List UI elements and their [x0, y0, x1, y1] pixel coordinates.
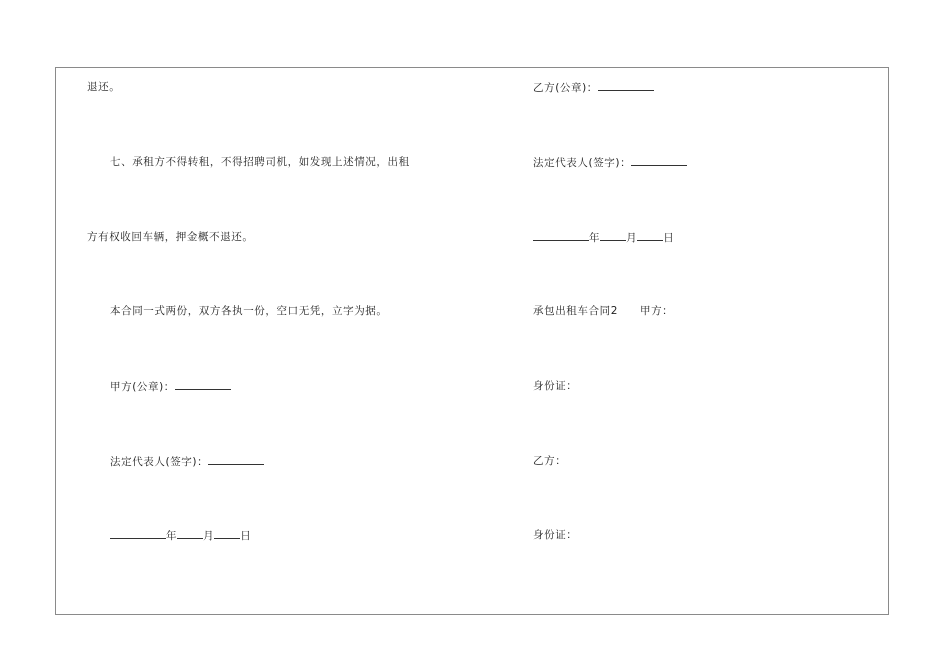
- id-card-line-2: [533, 528, 577, 542]
- right-year-label: 年: [589, 232, 601, 244]
- right-date-line: [533, 230, 674, 245]
- party-b-seal-blank[interactable]: [598, 80, 654, 91]
- party-a-label: 甲方：: [639, 305, 674, 317]
- clause-text-line: [87, 80, 120, 94]
- contract-title: 承包出租车合同2: [533, 305, 618, 317]
- clause-text: 退还。: [87, 81, 121, 93]
- id-card-line-1: [533, 379, 577, 393]
- clause-seven-text: 七、承租方不得转租，不得招聘司机，如发现上述情况，出租: [110, 156, 410, 168]
- id-card-label-1: 身份证：: [533, 380, 578, 392]
- id-card-label-2: 身份证：: [533, 529, 578, 541]
- copies-statement-text: 本合同一式两份，双方各执一份，空口无凭，立字为据。: [110, 305, 388, 317]
- party-a-seal-blank[interactable]: [175, 379, 231, 390]
- right-day-label: 日: [663, 232, 675, 244]
- clause-seven-continued-text: 方有权收回车辆，押金概不退还。: [87, 231, 254, 243]
- clause-seven-continued: [87, 230, 254, 244]
- left-day-blank[interactable]: [214, 528, 240, 539]
- left-year-label: 年: [166, 530, 178, 542]
- left-month-blank[interactable]: [177, 528, 203, 539]
- party-a-seal-label: 甲方(公章)：: [110, 381, 175, 393]
- left-date-line: [110, 528, 251, 543]
- right-day-blank[interactable]: [637, 230, 663, 241]
- right-month-label: 月: [626, 232, 638, 244]
- copies-statement: [110, 304, 388, 318]
- right-year-blank[interactable]: [533, 230, 589, 241]
- contract-title-line: [533, 304, 673, 318]
- right-legal-rep-label: 法定代表人(签字)：: [533, 157, 632, 169]
- clause-seven-line: [110, 155, 410, 169]
- party-b-line: [533, 454, 566, 468]
- left-legal-rep-line: [110, 454, 264, 469]
- left-legal-rep-label: 法定代表人(签字)：: [110, 456, 209, 468]
- right-legal-rep-line: [533, 155, 687, 170]
- party-b-label: 乙方：: [533, 455, 567, 467]
- left-day-label: 日: [240, 530, 252, 542]
- right-legal-rep-blank[interactable]: [631, 155, 687, 166]
- right-month-blank[interactable]: [600, 230, 626, 241]
- party-a-seal-line: [110, 379, 231, 394]
- party-b-seal-label: 乙方(公章)：: [533, 82, 598, 94]
- left-month-label: 月: [203, 530, 215, 542]
- party-b-seal-line: [533, 80, 654, 95]
- left-year-blank[interactable]: [110, 528, 166, 539]
- left-legal-rep-blank[interactable]: [208, 454, 264, 465]
